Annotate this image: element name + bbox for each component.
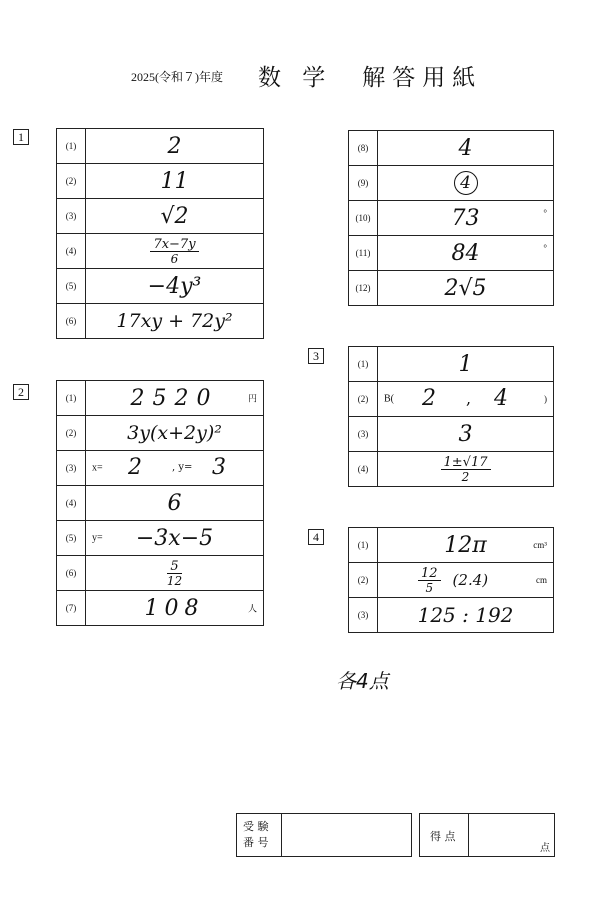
answer-1-8: 4 [458, 135, 473, 161]
row-label: (1) [349, 528, 378, 563]
numerator: 5 [167, 560, 181, 574]
denominator: 2 [461, 469, 470, 484]
answer-row [57, 269, 264, 304]
answer-3-2-x: 2 [422, 386, 436, 411]
exam-number-box [236, 813, 412, 857]
answer-row [57, 381, 264, 416]
divider [281, 814, 282, 856]
answer-1-12: 2√5 [444, 275, 487, 301]
x-prefix: x= [92, 462, 103, 474]
cm-unit: cm [536, 575, 547, 585]
answer-2-3-x: 2 [128, 455, 142, 480]
row-label: (7) [57, 591, 86, 626]
answer-4-1: 12π [444, 532, 487, 558]
row-label: (2) [57, 164, 86, 199]
y-prefix: , y= [172, 462, 193, 473]
answer-1-6: 17xy + 72y² [116, 310, 233, 332]
row-label: (4) [57, 486, 86, 521]
answer-3-3: 3 [458, 421, 473, 447]
row-label: (1) [349, 347, 378, 382]
answer-1-4-fraction [150, 238, 198, 265]
numerator: 1±√17 [441, 456, 491, 470]
points-note: 各4点 [336, 669, 389, 693]
row-label: (4) [57, 234, 86, 269]
answer-row [57, 416, 264, 451]
denominator: 5 [425, 580, 434, 595]
row-label: (3) [57, 199, 86, 234]
section-4-table [348, 527, 554, 633]
answer-row [57, 304, 264, 339]
answer-1-3: √2 [160, 203, 189, 229]
answer-row [57, 486, 264, 521]
denominator: 12 [166, 573, 183, 588]
answer-row [349, 347, 554, 382]
answer-2-2: 3y(x+2y)² [127, 422, 222, 444]
row-label: (9) [349, 166, 378, 201]
divider [468, 814, 469, 856]
answer-4-2-decimal: (2.4) [452, 571, 489, 589]
row-label: (2) [349, 382, 378, 417]
exam-number-label [243, 819, 269, 851]
row-label: (11) [349, 236, 378, 271]
answer-3-2-y: 4 [494, 386, 508, 411]
page-title: 数 学 解答用紙 [258, 65, 483, 91]
answer-1-10: 73 [451, 205, 480, 231]
answer-row [349, 201, 554, 236]
row-label: (5) [57, 521, 86, 556]
row-label: (1) [57, 381, 86, 416]
answer-row [57, 521, 264, 556]
yen-unit: 円 [247, 393, 257, 404]
section-3-table [348, 346, 554, 487]
answer-row [57, 451, 264, 486]
answer-2-1: 2520 [130, 385, 219, 411]
section-1-table-right [348, 130, 554, 306]
section-1-table-left [56, 128, 264, 339]
answer-row [57, 591, 264, 626]
degree-unit: ° [543, 242, 547, 253]
close-paren: ) [544, 394, 547, 404]
y-equals-prefix: y= [92, 532, 103, 544]
answer-row [57, 199, 264, 234]
numerator: 7x−7y [150, 238, 198, 252]
section-2-table [56, 380, 264, 626]
answer-row [349, 452, 554, 487]
answer-2-3-y: 3 [212, 455, 226, 480]
answer-row [57, 556, 264, 591]
cm3-unit: cm³ [533, 540, 547, 550]
answer-row [349, 528, 554, 563]
answer-4-3: 125 : 192 [417, 603, 514, 627]
row-label: (3) [349, 598, 378, 633]
exam-number-label-line1: 受 験 [243, 820, 269, 833]
answer-1-11: 84 [451, 240, 480, 266]
row-label: (4) [349, 452, 378, 487]
answer-1-9-circled: 4 [454, 171, 478, 195]
row-label: (10) [349, 201, 378, 236]
row-label: (2) [349, 563, 378, 598]
answer-4-2-fraction [418, 567, 441, 594]
answer-row [349, 563, 554, 598]
answer-row [349, 166, 554, 201]
answer-1-1: 2 [167, 133, 182, 159]
denominator: 6 [170, 251, 179, 266]
answer-row [349, 131, 554, 166]
answer-2-7: 108 [144, 595, 205, 621]
score-label: 得 点 [430, 830, 456, 843]
degree-unit: ° [543, 207, 547, 218]
row-label: (6) [57, 304, 86, 339]
answer-row [57, 234, 264, 269]
answer-1-5: −4y³ [147, 273, 202, 299]
row-label: (1) [57, 129, 86, 164]
section-4-number: 4 [308, 529, 324, 545]
row-label: (8) [349, 131, 378, 166]
answer-2-4: 6 [167, 490, 182, 516]
answer-row [349, 236, 554, 271]
exam-number-label-line2: 番 号 [243, 836, 269, 849]
answer-2-6-fraction [167, 560, 182, 587]
comma: , [466, 389, 472, 408]
school-year: 2025(令和７)年度 [131, 70, 223, 84]
section-2-number: 2 [13, 384, 29, 400]
row-label: (3) [349, 417, 378, 452]
answer-row [349, 271, 554, 306]
score-box [419, 813, 555, 857]
numerator: 12 [418, 567, 441, 581]
row-label: (6) [57, 556, 86, 591]
row-label: (5) [57, 269, 86, 304]
answer-2-5: −3x−5 [135, 525, 214, 551]
answer-row [349, 598, 554, 633]
section-1-number: 1 [13, 129, 29, 145]
b-prefix: B( [384, 393, 394, 405]
answer-3-1: 1 [458, 351, 473, 377]
section-3-number: 3 [308, 348, 324, 364]
score-unit: 点 [540, 843, 550, 854]
answer-row [349, 417, 554, 452]
row-label: (12) [349, 271, 378, 306]
answer-3-4-fraction [441, 456, 491, 483]
answer-row [57, 129, 264, 164]
row-label: (2) [57, 416, 86, 451]
answer-row [57, 164, 264, 199]
answer-1-2: 11 [160, 168, 189, 194]
person-unit: 人 [247, 603, 257, 614]
answer-row [349, 382, 554, 417]
row-label: (3) [57, 451, 86, 486]
